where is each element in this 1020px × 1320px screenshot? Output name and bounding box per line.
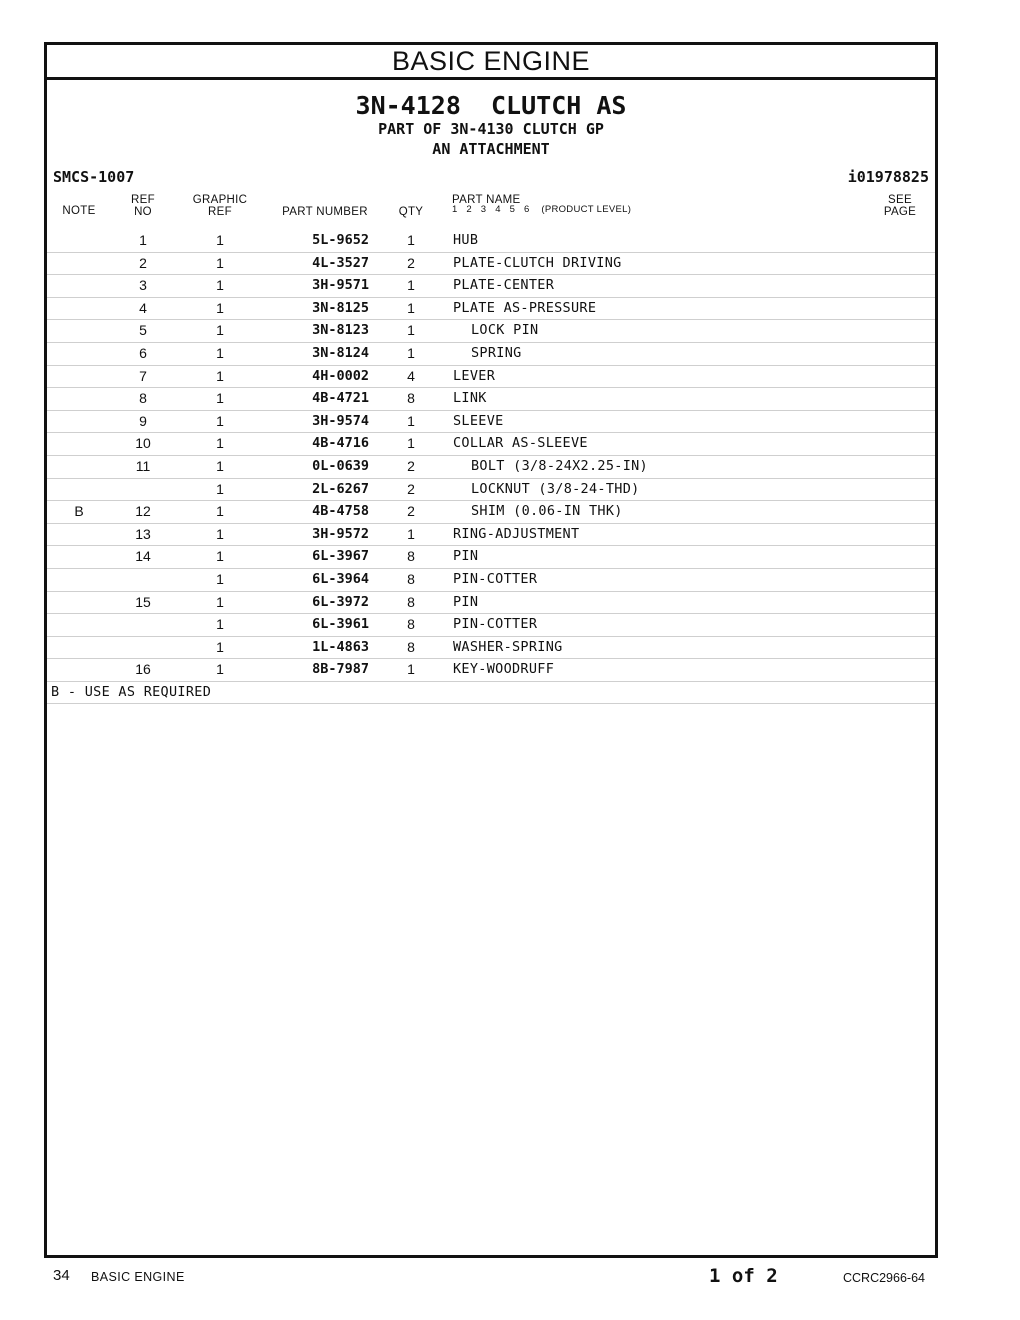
part-name-cell: PIN-COTTER [453, 570, 538, 587]
part-number-cell: 6L-3964 [312, 570, 369, 587]
assembly-title: 3N-4128 CLUTCH AS [355, 91, 627, 120]
part-name-cell: PIN [453, 548, 479, 565]
note-cell: B [74, 503, 84, 520]
graphic-ref-cell: 1 [216, 548, 224, 565]
table-row [47, 433, 935, 456]
graphic-ref-cell: 1 [216, 390, 224, 407]
graphic-ref-cell: 1 [216, 503, 224, 520]
part-name-cell: RING-ADJUSTMENT [453, 525, 580, 542]
part-number-cell: 3N-8125 [312, 299, 369, 316]
table-row [47, 524, 935, 547]
table-row [47, 320, 935, 343]
column-header-part-name: PART NAME [452, 194, 521, 206]
column-header-note: NOTE [62, 205, 96, 217]
table-row [47, 659, 935, 682]
qty-cell: 1 [407, 322, 415, 339]
column-header-part-number: PART NUMBER [282, 206, 368, 218]
table-row [47, 275, 935, 298]
qty-cell: 2 [407, 480, 415, 497]
part-name-cell: PLATE AS-PRESSURE [453, 299, 597, 316]
part-number-cell: 6L-3972 [312, 593, 369, 610]
graphic-ref-cell: 1 [216, 277, 224, 294]
sheet-indicator: 1 of 2 [709, 1265, 778, 1287]
table-row [47, 614, 935, 637]
column-header-see-bottom: PAGE [883, 206, 917, 218]
column-header-see-page [875, 194, 925, 218]
part-name-cell: PIN-COTTER [453, 616, 538, 633]
part-number-cell: 3H-9572 [312, 525, 369, 542]
qty-cell: 1 [407, 435, 415, 452]
qty-cell: 8 [407, 616, 415, 633]
part-number-cell: 3N-8124 [312, 344, 369, 361]
table-row [47, 388, 935, 411]
part-name-cell: PLATE-CLUTCH DRIVING [453, 254, 622, 271]
ref-no-cell: 13 [135, 525, 151, 542]
qty-cell: 1 [407, 277, 415, 294]
part-number-cell: 8B-7987 [312, 661, 369, 678]
part-number-cell: 3N-8123 [312, 322, 369, 339]
assembly-parent: PART OF 3N-4130 CLUTCH GP [378, 120, 604, 138]
part-name-cell: SLEEVE [453, 412, 504, 429]
graphic-ref-cell: 1 [216, 616, 224, 633]
ref-no-cell: 9 [139, 412, 147, 429]
table-row [47, 546, 935, 569]
page-number: 34 [53, 1267, 70, 1284]
graphic-ref-cell: 1 [216, 367, 224, 384]
part-number-cell: 2L-6267 [312, 480, 369, 497]
ref-no-cell: 2 [139, 254, 147, 271]
qty-cell: 2 [407, 503, 415, 520]
graphic-ref-cell: 1 [216, 570, 224, 587]
parts-list-frame [44, 42, 938, 1258]
qty-cell: 1 [407, 661, 415, 678]
qty-cell: 8 [407, 570, 415, 587]
part-number-cell: 6L-3961 [312, 616, 369, 633]
table-row [47, 411, 935, 434]
qty-cell: 1 [407, 344, 415, 361]
graphic-ref-cell: 1 [216, 344, 224, 361]
column-header-ref-no [125, 194, 161, 218]
part-number-cell: 4B-4721 [312, 390, 369, 407]
part-number-cell: 4L-3527 [312, 254, 369, 271]
note-legend: B - USE AS REQUIRED [51, 683, 212, 700]
graphic-ref-cell: 1 [216, 412, 224, 429]
column-header-ref-bottom: NO [134, 206, 152, 218]
table-row [47, 343, 935, 366]
table-row [47, 298, 935, 321]
column-header-ref-top: REF [131, 194, 155, 206]
part-number-cell: 1L-4863 [312, 638, 369, 655]
table-row [47, 366, 935, 389]
qty-cell: 2 [407, 457, 415, 474]
column-header-graphic-bottom: REF [208, 206, 232, 218]
ref-no-cell: 10 [135, 435, 151, 452]
assembly-type: AN ATTACHMENT [432, 140, 550, 158]
part-number-cell: 6L-3967 [312, 548, 369, 565]
graphic-ref-cell: 1 [216, 322, 224, 339]
part-name-cell: SHIM (0.06-IN THK) [471, 503, 623, 520]
part-number-cell: 3H-9571 [312, 277, 369, 294]
part-number-cell: 3H-9574 [312, 412, 369, 429]
qty-cell: 1 [407, 299, 415, 316]
ref-no-cell: 16 [135, 661, 151, 678]
graphic-ref-cell: 1 [216, 435, 224, 452]
qty-cell: 1 [407, 232, 415, 248]
graphic-ref-cell: 1 [216, 299, 224, 316]
table-row [47, 479, 935, 502]
qty-cell: 8 [407, 390, 415, 407]
graphic-ref-cell: 1 [216, 480, 224, 497]
ref-no-cell: 5 [139, 322, 147, 339]
part-name-cell: WASHER-SPRING [453, 638, 563, 655]
part-number-cell: 4H-0002 [312, 367, 369, 384]
part-name-cell: BOLT (3/8-24X2.25-IN) [471, 457, 648, 474]
ref-no-cell: 11 [135, 457, 151, 474]
column-header-graphic-top: GRAPHIC [192, 194, 248, 206]
smcs-code: SMCS-1007 [53, 168, 135, 186]
column-header-product-levels: 1 2 3 4 5 6 (PRODUCT LEVEL) [452, 204, 632, 215]
graphic-ref-cell: 1 [216, 232, 224, 248]
column-header-see-top: SEE [888, 194, 912, 206]
part-name-cell: HUB [453, 232, 479, 248]
section-title: BASIC ENGINE [47, 45, 935, 80]
part-number-cell: 5L-9652 [312, 232, 369, 248]
graphic-ref-cell: 1 [216, 254, 224, 271]
qty-cell: 2 [407, 254, 415, 271]
graphic-ref-cell: 1 [216, 457, 224, 474]
document-code: CCRC2966-64 [843, 1271, 925, 1285]
part-name-cell: LINK [453, 390, 487, 407]
qty-cell: 8 [407, 548, 415, 565]
parts-table [47, 230, 935, 704]
graphic-ref-cell: 1 [216, 593, 224, 610]
part-name-cell: PIN [453, 593, 479, 610]
ref-no-cell: 14 [135, 548, 151, 565]
parts-header [47, 80, 935, 230]
part-name-cell: LOCK PIN [471, 322, 539, 339]
illustration-id: i01978825 [847, 168, 929, 186]
qty-cell: 4 [407, 367, 415, 384]
ref-no-cell: 4 [139, 299, 147, 316]
part-number-cell: 4B-4716 [312, 435, 369, 452]
qty-cell: 1 [407, 525, 415, 542]
table-row [47, 501, 935, 524]
graphic-ref-cell: 1 [216, 525, 224, 542]
note-legend-row [47, 682, 935, 705]
part-name-cell: SPRING [471, 344, 522, 361]
column-header-graphic-ref [185, 194, 255, 218]
ref-no-cell: 7 [139, 367, 147, 384]
part-number-cell: 4B-4758 [312, 503, 369, 520]
ref-no-cell: 15 [135, 593, 151, 610]
part-name-cell: COLLAR AS-SLEEVE [453, 435, 588, 452]
table-row [47, 592, 935, 615]
graphic-ref-cell: 1 [216, 638, 224, 655]
ref-no-cell: 8 [139, 390, 147, 407]
qty-cell: 1 [407, 412, 415, 429]
graphic-ref-cell: 1 [216, 661, 224, 678]
table-row [47, 253, 935, 276]
table-row [47, 637, 935, 660]
ref-no-cell: 1 [139, 232, 147, 248]
ref-no-cell: 12 [135, 503, 151, 520]
part-name-cell: PLATE-CENTER [453, 277, 555, 294]
footer-section: BASIC ENGINE [91, 1270, 185, 1284]
table-row [47, 230, 935, 253]
qty-cell: 8 [407, 593, 415, 610]
table-row [47, 456, 935, 479]
ref-no-cell: 6 [139, 344, 147, 361]
part-number-cell: 0L-0639 [312, 457, 369, 474]
column-header-qty: QTY [398, 206, 424, 218]
qty-cell: 8 [407, 638, 415, 655]
part-name-cell: KEY-WOODRUFF [453, 661, 555, 678]
part-name-cell: LOCKNUT (3/8-24-THD) [471, 480, 640, 497]
part-name-cell: LEVER [453, 367, 496, 384]
table-row [47, 569, 935, 592]
ref-no-cell: 3 [139, 277, 147, 294]
